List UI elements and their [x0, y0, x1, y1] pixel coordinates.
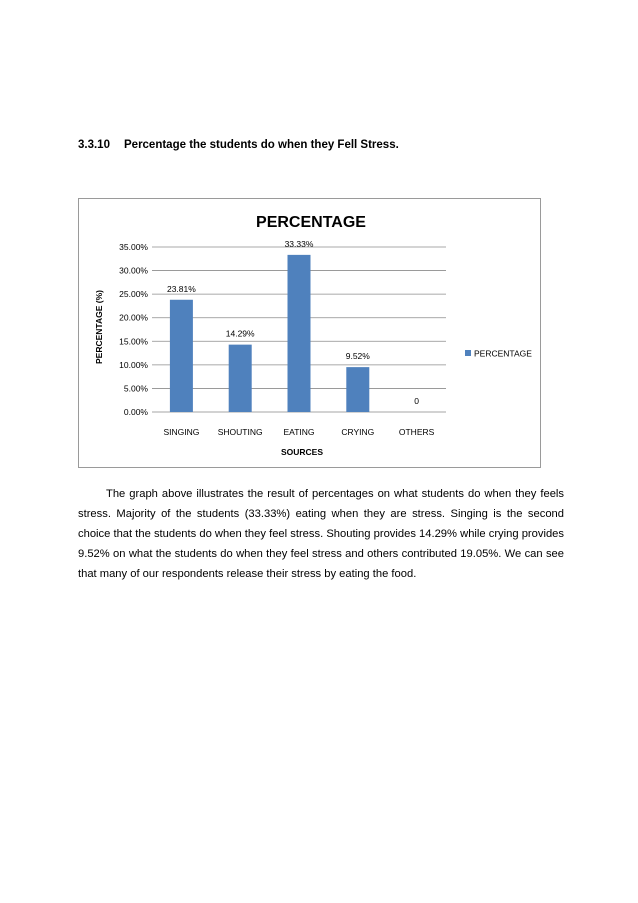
bar-shouting — [229, 345, 252, 412]
bar-chart — [78, 198, 541, 468]
body-paragraph — [78, 484, 564, 584]
y-tick-label: 20.00% — [119, 312, 148, 323]
legend-swatch — [465, 350, 471, 356]
section-number: 3.3.10 — [78, 139, 110, 151]
bar-crying — [346, 367, 369, 412]
chart-title: PERCENTAGE — [256, 214, 366, 231]
x-axis-label: SOURCES — [280, 447, 324, 457]
x-tick-label: SINGING — [163, 427, 200, 437]
y-tick-label: 5.00% — [123, 383, 148, 394]
data-label: 0 — [414, 396, 419, 406]
y-axis-label: PERCENTAGE (%) — [94, 290, 104, 364]
data-label: 14.29% — [225, 328, 255, 339]
x-tick-label: SHOUTING — [217, 427, 263, 437]
section-title: Percentage the students do when they Fell Stress. — [124, 139, 399, 151]
x-tick-label: CRYING — [341, 427, 375, 437]
y-tick-label: 30.00% — [119, 265, 148, 276]
chart-canvas — [79, 199, 542, 469]
x-tick-label: OTHERS — [398, 427, 435, 437]
legend — [465, 349, 532, 359]
y-tick-label: 0.00% — [123, 407, 148, 417]
bar-singing — [170, 300, 193, 412]
y-tick-label: 15.00% — [119, 336, 148, 347]
x-tick-label: EATING — [283, 427, 315, 437]
data-label: 9.52% — [345, 351, 370, 362]
data-label: 33.33% — [284, 238, 314, 249]
y-tick-label: 10.00% — [119, 359, 148, 370]
legend-label: PERCENTAGE — [474, 348, 532, 359]
section-heading — [78, 139, 399, 151]
paragraph-text: The graph above illustrates the result of percentages on what students do when they feels stress. Majority of the students (33.33%) eating when they are stress. Singing is the second choice that the students do when they feel stress. Shouting provides 14.29% while crying provides 9.52% on what the students do when they feel stress and others contributed 19.05%. We can see that many of our respondents release their stress by eating the food. — [78, 488, 564, 580]
data-label: 23.81% — [166, 283, 196, 294]
y-tick-label: 25.00% — [119, 289, 148, 300]
y-tick-label: 35.00% — [119, 242, 148, 252]
bar-eating — [288, 255, 311, 412]
